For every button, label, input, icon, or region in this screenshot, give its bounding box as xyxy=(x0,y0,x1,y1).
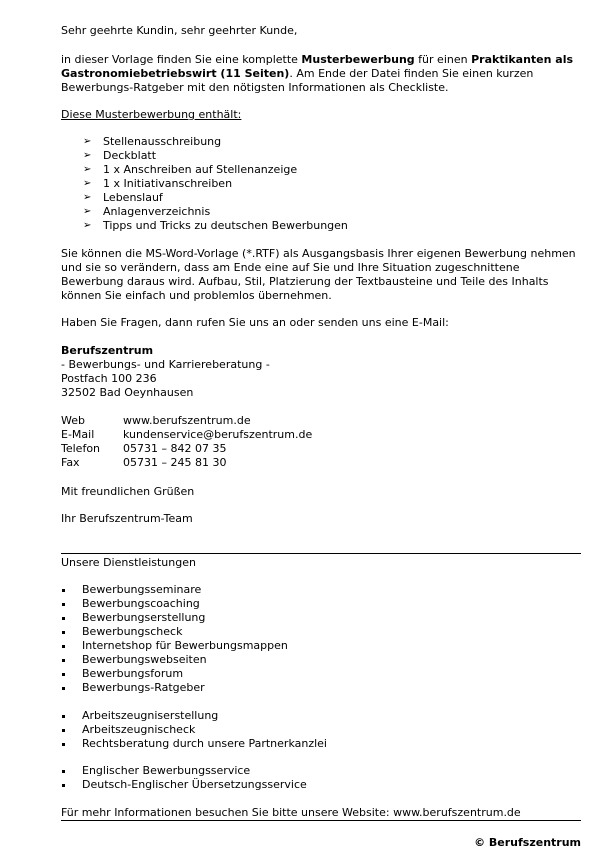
list-item-label: 1 x Anschreiben auf Stellenanzeige xyxy=(103,163,298,176)
divider xyxy=(61,553,581,554)
list-item-label: Internetshop für Bewerbungsmappen xyxy=(82,639,288,652)
more-info-line: Für mehr Informationen besuchen Sie bitte unsere Website: www.berufszentrum.de xyxy=(61,806,521,819)
website-link[interactable]: www.berufszentrum.de xyxy=(123,414,251,427)
services-heading: Unsere Dienstleistungen xyxy=(61,556,196,569)
arrow-bullet-icon: ➢ xyxy=(83,192,92,203)
list-item xyxy=(61,723,327,737)
contact-table xyxy=(61,414,312,470)
contact-row-web xyxy=(61,414,312,428)
square-bullet-icon xyxy=(62,784,65,787)
list-item-label: 1 x Initiativanschreiben xyxy=(103,177,233,190)
arrow-bullet-icon: ➢ xyxy=(83,164,92,175)
list-item xyxy=(83,177,348,191)
list-item-label: Arbeitszeugnischeck xyxy=(82,723,196,736)
list-item xyxy=(61,653,288,667)
address-block xyxy=(61,344,270,400)
square-bullet-icon xyxy=(62,617,65,620)
contact-label: Telefon xyxy=(61,442,101,455)
square-bullet-icon xyxy=(62,743,65,746)
footer-divider xyxy=(61,820,581,821)
company-tagline: - Bewerbungs- und Karriereberatung - xyxy=(61,358,270,371)
list-item-label: Englischer Bewerbungsservice xyxy=(82,764,251,777)
square-bullet-icon xyxy=(62,687,65,690)
square-bullet-icon xyxy=(62,729,65,732)
services-list-application xyxy=(61,583,288,695)
list-item-label: Bewerbungscoaching xyxy=(82,597,200,610)
list-item-label: Arbeitszeugniserstellung xyxy=(82,709,219,722)
list-item xyxy=(61,709,327,723)
list-item-label: Tipps und Tricks zu deutschen Bewerbungen xyxy=(103,219,348,232)
intro-paragraph xyxy=(61,53,581,95)
company-name: Berufszentrum xyxy=(61,344,154,357)
list-item-label: Anlagenverzeichnis xyxy=(103,205,211,218)
services-list-references xyxy=(61,709,327,751)
list-item-label: Deckblatt xyxy=(103,149,157,162)
square-bullet-icon xyxy=(62,603,65,606)
list-item-label: Rechtsberatung durch unsere Partnerkanzlei xyxy=(82,737,327,750)
contact-row-email xyxy=(61,428,312,442)
contents-list xyxy=(83,135,348,233)
square-bullet-icon xyxy=(62,589,65,592)
fax-value: 05731 – 245 81 30 xyxy=(123,456,227,469)
intro-text-2: für einen xyxy=(414,53,472,66)
arrow-bullet-icon: ➢ xyxy=(83,178,92,189)
email-link[interactable]: kundenservice@berufszentrum.de xyxy=(123,428,313,441)
list-item xyxy=(83,191,348,205)
list-item xyxy=(83,219,348,233)
square-bullet-icon xyxy=(62,631,65,634)
questions-line: Haben Sie Fragen, dann rufen Sie uns an oder senden uns eine E-Mail: xyxy=(61,316,449,329)
list-item xyxy=(61,583,288,597)
list-item xyxy=(83,163,348,177)
list-item xyxy=(61,681,288,695)
copyright-notice: © Berufszentrum xyxy=(474,836,581,849)
list-item-label: Stellenausschreibung xyxy=(103,135,222,148)
list-item-label: Lebenslauf xyxy=(103,191,163,204)
square-bullet-icon xyxy=(62,673,65,676)
list-item xyxy=(61,611,288,625)
list-item-label: Bewerbungswebseiten xyxy=(82,653,207,666)
list-item xyxy=(61,778,307,792)
contact-row-phone xyxy=(61,442,312,456)
services-list-english xyxy=(61,764,307,792)
list-item-label: Bewerbungscheck xyxy=(82,625,183,638)
square-bullet-icon xyxy=(62,715,65,718)
contact-label: E-Mail xyxy=(61,428,95,441)
contact-label: Web xyxy=(61,414,85,427)
signature: Ihr Berufszentrum-Team xyxy=(61,512,193,525)
contact-label: Fax xyxy=(61,456,80,469)
list-item xyxy=(61,667,288,681)
contact-row-fax xyxy=(61,456,312,470)
arrow-bullet-icon: ➢ xyxy=(83,136,92,147)
intro-bold-1: Musterbewerbung xyxy=(301,53,415,66)
square-bullet-icon xyxy=(62,645,65,648)
square-bullet-icon xyxy=(62,659,65,662)
phone-value: 05731 – 842 07 35 xyxy=(123,442,227,455)
contents-heading: Diese Musterbewerbung enthält: xyxy=(61,108,242,121)
arrow-bullet-icon: ➢ xyxy=(83,220,92,231)
postal-city: 32502 Bad Oeynhausen xyxy=(61,386,194,399)
list-item xyxy=(83,205,348,219)
arrow-bullet-icon: ➢ xyxy=(83,206,92,217)
list-item-label: Bewerbungsseminare xyxy=(82,583,202,596)
intro-bold-2: Praktikanten als Gastronomiebetriebswirt (11 Seiten) xyxy=(61,53,574,80)
list-item xyxy=(61,639,288,653)
list-item xyxy=(61,597,288,611)
template-usage-paragraph: Sie können die MS-Word-Vorlage (*.RTF) als Ausgangsbasis Ihrer eigenen Bewerbung nehmen und sie so verändern, dass am Ende eine auf Sie und Ihre Situation zugeschnittene Bewerbung daraus wird. Aufbau, Stil, Platzierung der Textbausteine und Teile des Inhalts können Sie einfach und problemlos übernehmen. xyxy=(61,247,576,302)
list-item xyxy=(61,764,307,778)
closing: Mit freundlichen Grüßen xyxy=(61,485,195,498)
list-item xyxy=(61,737,327,751)
list-item-label: Bewerbungserstellung xyxy=(82,611,206,624)
list-item-label: Bewerbungsforum xyxy=(82,667,184,680)
square-bullet-icon xyxy=(62,770,65,773)
intro-text-3: . Am Ende der Datei finden Sie einen kurzen Bewerbungs-Ratgeber mit den nötigsten Informationen als Checkliste. xyxy=(61,67,534,94)
list-item-label: Bewerbungs-Ratgeber xyxy=(82,681,205,694)
arrow-bullet-icon: ➢ xyxy=(83,150,92,161)
po-box: Postfach 100 236 xyxy=(61,372,157,385)
list-item xyxy=(61,625,288,639)
intro-text-1: in dieser Vorlage finden Sie eine komplette xyxy=(61,53,302,66)
list-item-label: Deutsch-Englischer Übersetzungsservice xyxy=(82,778,307,791)
list-item xyxy=(83,149,348,163)
greeting: Sehr geehrte Kundin, sehr geehrter Kunde, xyxy=(61,24,298,37)
list-item xyxy=(83,135,348,149)
